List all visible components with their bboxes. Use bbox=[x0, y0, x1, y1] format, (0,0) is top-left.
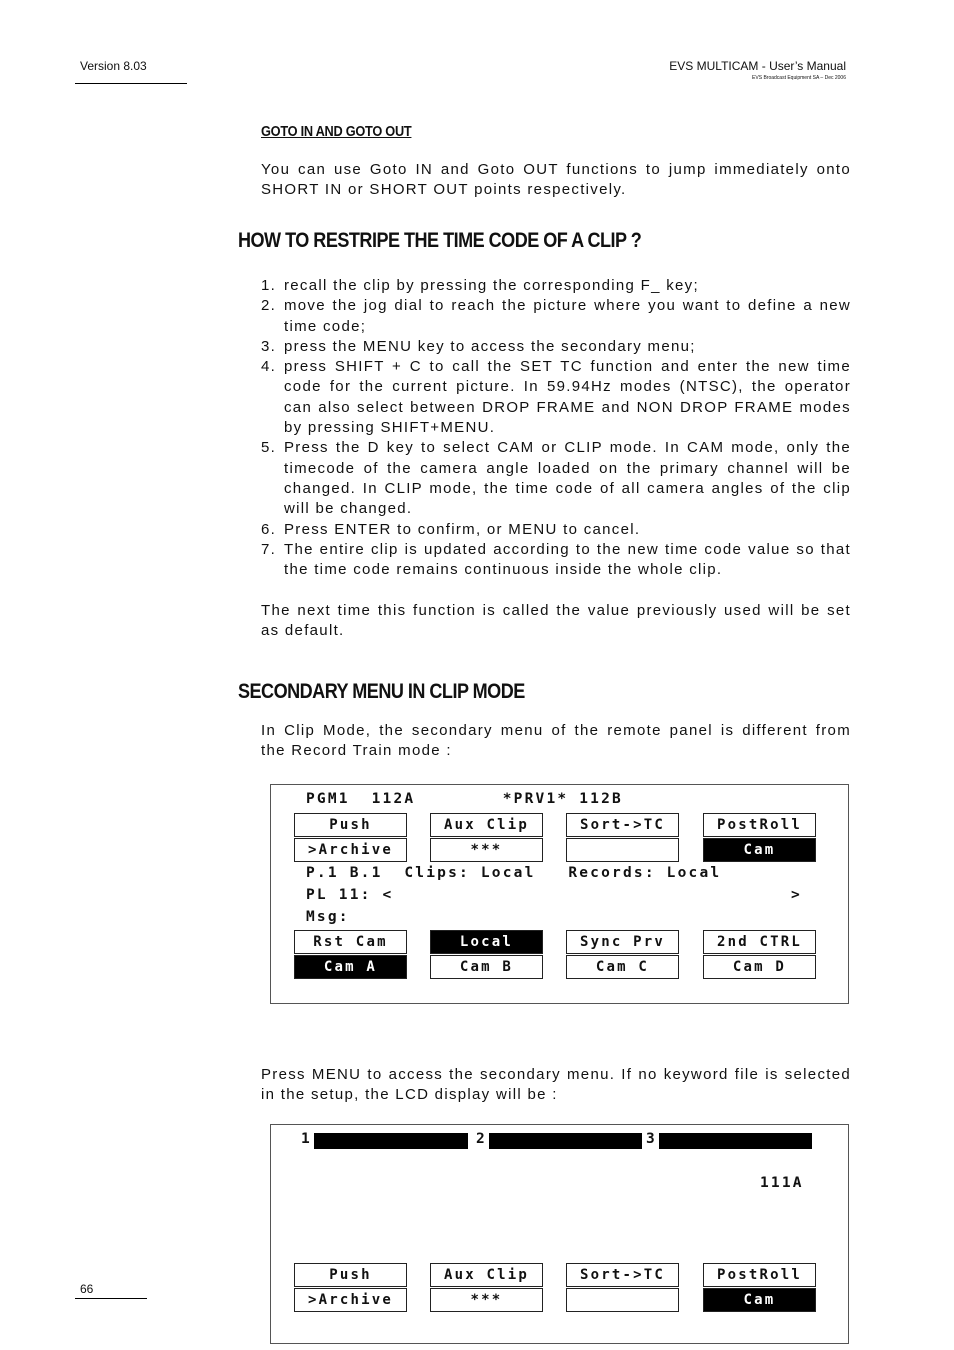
lcd-button-sort-tc-value[interactable] bbox=[566, 838, 679, 862]
lcd-status-line: PGM1 112A *PRV1* 112B bbox=[306, 791, 623, 807]
keyword-slot-1-bar bbox=[314, 1133, 468, 1149]
step-item bbox=[261, 438, 851, 519]
step-text: move the jog dial to reach the picture where you want to define a new time code; bbox=[284, 297, 851, 335]
keyword-slot-2-bar bbox=[489, 1133, 642, 1149]
step-number: 5. bbox=[261, 439, 277, 457]
restripe-heading: HOW TO RESTRIPE THE TIME CODE OF A CLIP ? bbox=[238, 229, 642, 252]
lcd-button-cam-d[interactable]: Cam D bbox=[703, 955, 816, 979]
lcd-button-local[interactable]: Local bbox=[430, 930, 543, 954]
lcd-message-line: Msg: bbox=[306, 909, 350, 925]
lcd-button-postroll[interactable]: PostRoll bbox=[703, 1263, 816, 1287]
step-number: 1. bbox=[261, 277, 277, 294]
lcd-button-archive[interactable]: >Archive bbox=[294, 1288, 407, 1312]
lcd-button-push[interactable]: Push bbox=[294, 813, 407, 837]
lcd-button-cam-a[interactable]: Cam A bbox=[294, 955, 407, 979]
step-number: 6. bbox=[261, 520, 277, 538]
secondary-heading: SECONDARY MENU IN CLIP MODE bbox=[238, 680, 525, 703]
lcd-button-postroll-cam[interactable]: Cam bbox=[703, 1288, 816, 1312]
lcd-button-cam-c[interactable]: Cam C bbox=[566, 955, 679, 979]
lcd-button-archive[interactable]: >Archive bbox=[294, 838, 407, 862]
lcd-button-cam-b[interactable]: Cam B bbox=[430, 955, 543, 979]
step-text: Press the D key to select CAM or CLIP mode. In CAM mode, only the timecode of the camera angle loaded on the primary channel will be changed. In CLIP mode, the time code of all camera angles of the clip will be changed. bbox=[284, 439, 851, 518]
page-number: 66 bbox=[80, 1282, 94, 1296]
lcd-button-aux-clip[interactable]: Aux Clip bbox=[430, 813, 543, 837]
step-text: press the MENU key to access the secondary menu; bbox=[284, 337, 696, 355]
step-item bbox=[261, 520, 851, 540]
keyword-slot-1-label: 1 bbox=[301, 1131, 312, 1147]
step-number: 4. bbox=[261, 358, 277, 376]
header-subtitle: EVS Broadcast Equipment SA – Dec 2006 bbox=[752, 75, 846, 81]
header-rule bbox=[75, 83, 187, 84]
keyword-slot-3-label: 3 bbox=[646, 1131, 657, 1147]
lcd-display-clip-mode bbox=[270, 784, 849, 1004]
step-text: recall the clip by pressing the corresponding F_ key; bbox=[284, 277, 699, 294]
step-number: 7. bbox=[261, 540, 277, 558]
step-item bbox=[261, 540, 851, 581]
lcd-button-sort-tc[interactable]: Sort->TC bbox=[566, 813, 679, 837]
step-item bbox=[261, 337, 851, 357]
keyword-slot-2-label: 2 bbox=[476, 1131, 487, 1147]
header-title: EVS MULTICAM - User’s Manual bbox=[669, 59, 846, 73]
lcd-button-aux-clip-value[interactable]: *** bbox=[430, 1288, 543, 1312]
lcd-button-sort-tc[interactable]: Sort->TC bbox=[566, 1263, 679, 1287]
lcd-button-postroll-cam[interactable]: Cam bbox=[703, 838, 816, 862]
header-version: Version 8.03 bbox=[80, 59, 147, 73]
lcd-playlist-line: PL 11: < bbox=[306, 887, 394, 903]
step-text: Press ENTER to confirm, or MENU to cancel. bbox=[284, 520, 641, 538]
lcd-button-rst-cam[interactable]: Rst Cam bbox=[294, 930, 407, 954]
footer-rule bbox=[75, 1298, 147, 1299]
lcd-display-keywords bbox=[270, 1124, 849, 1344]
lcd-clip-id: 111A bbox=[760, 1175, 804, 1191]
lcd-playlist-next-arrow: > bbox=[791, 887, 802, 903]
restripe-note: The next time this function is called the value previously used will be set as default. bbox=[261, 602, 851, 640]
step-item bbox=[261, 357, 851, 438]
secondary-between-text: Press MENU to access the secondary menu. If no keyword file is selected in the setup, the LCD display will be : bbox=[261, 1066, 851, 1104]
step-text: press SHIFT + C to call the SET TC function and enter the new time code for the current picture. In 59.94Hz modes (NTSC), the operator can also select between DROP FRAME and NON DROP FRAME modes by pressing SHIFT+MENU. bbox=[284, 358, 851, 437]
restripe-steps bbox=[261, 276, 851, 580]
step-item bbox=[261, 296, 851, 337]
lcd-button-aux-clip-value[interactable]: *** bbox=[430, 838, 543, 862]
lcd-button-2nd-ctrl[interactable]: 2nd CTRL bbox=[703, 930, 816, 954]
step-number: 3. bbox=[261, 337, 277, 355]
step-number: 2. bbox=[261, 297, 277, 315]
lcd-clips-records-line: P.1 B.1 Clips: Local Records: Local bbox=[306, 865, 722, 881]
lcd-button-sort-tc-value[interactable] bbox=[566, 1288, 679, 1312]
lcd-button-postroll[interactable]: PostRoll bbox=[703, 813, 816, 837]
lcd-button-aux-clip[interactable]: Aux Clip bbox=[430, 1263, 543, 1287]
lcd-button-sync-prv[interactable]: Sync Prv bbox=[566, 930, 679, 954]
keyword-slot-3-bar bbox=[659, 1133, 812, 1149]
step-item bbox=[261, 276, 851, 296]
lcd-button-push[interactable]: Push bbox=[294, 1263, 407, 1287]
goto-body: You can use Goto IN and Goto OUT functions to jump immediately onto SHORT IN or SHORT OUT points respectively. bbox=[261, 161, 851, 199]
goto-heading: GOTO IN AND GOTO OUT bbox=[261, 124, 412, 140]
step-text: The entire clip is updated according to the new time code value so that the time code remains continuous inside the whole clip. bbox=[284, 540, 851, 579]
secondary-intro: In Clip Mode, the secondary menu of the remote panel is different from the Record Train mode : bbox=[261, 722, 851, 760]
